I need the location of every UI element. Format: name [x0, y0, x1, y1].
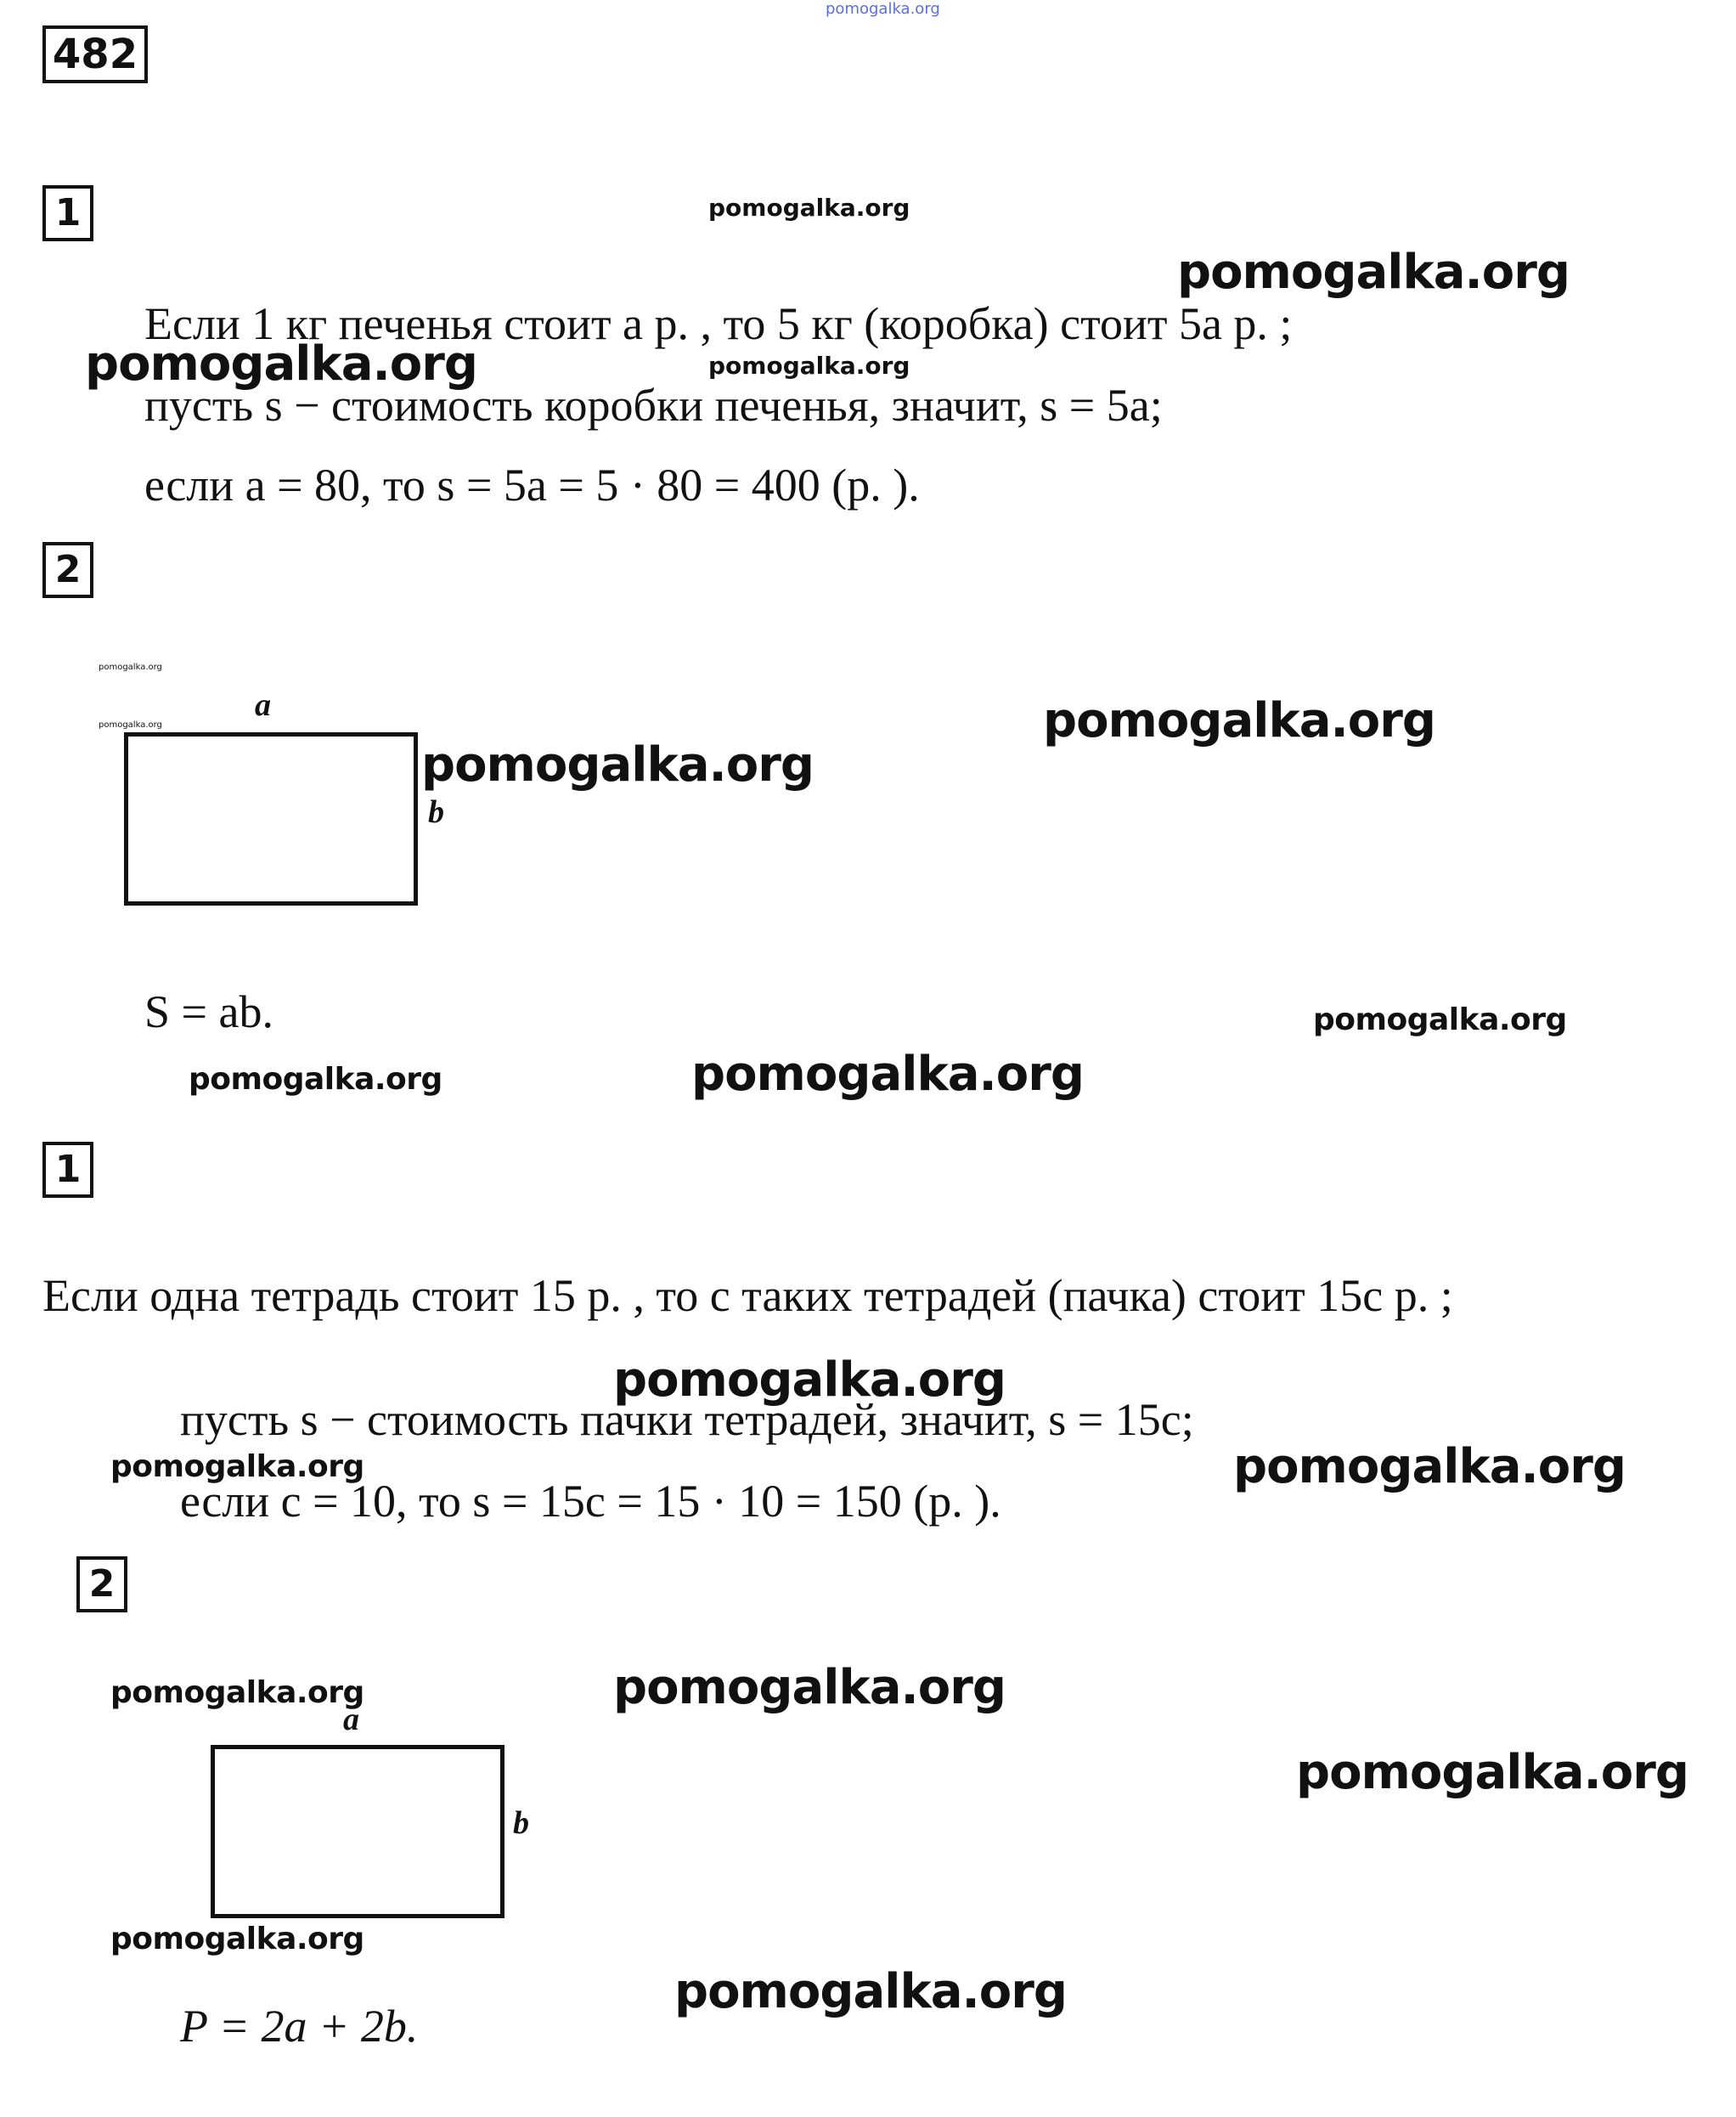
rectangle-side-b-label: b	[513, 1805, 529, 1841]
watermark: pomogalka.org	[110, 1449, 364, 1484]
watermark: pomogalka.org	[708, 194, 910, 222]
watermark: pomogalka.org	[1313, 1002, 1567, 1037]
watermark: pomogalka.org	[99, 663, 162, 672]
watermark: pomogalka.org	[85, 336, 477, 392]
solution-line: если a = 80, то s = 5a = 5 · 80 = 400 (р. ).	[144, 460, 920, 511]
solution-line: Если одна тетрадь стоит 15 р. , то c таких тетрадей (пачка) стоит 15c р. ;	[42, 1270, 1453, 1321]
watermark: pomogalka.org	[708, 352, 910, 380]
watermark: pomogalka.org	[613, 1660, 1006, 1715]
watermark: pomogalka.org	[613, 1352, 1006, 1408]
subtask-label-2: 2	[42, 542, 93, 598]
problem-number: 482	[42, 25, 148, 83]
watermark: pomogalka.org	[1233, 1439, 1626, 1494]
watermark: pomogalka.org	[421, 737, 814, 793]
solution-line: пусть s − стоимость пачки тетрадей, значит, s = 15c;	[180, 1394, 1194, 1445]
watermark: pomogalka.org	[110, 1675, 364, 1710]
rectangle-side-a-label: a	[343, 1702, 359, 1737]
rectangle-side-b-label: b	[428, 794, 444, 830]
watermark: pomogalka.org	[691, 1047, 1084, 1102]
rectangle-side-a-label: a	[255, 687, 271, 723]
area-formula: S = ab.	[144, 986, 273, 1037]
solution-line: Если 1 кг печенья стоит a р. , то 5 кг (коробка) стоит 5a р. ;	[144, 298, 1293, 349]
rectangle-figure	[124, 732, 418, 906]
perimeter-formula: P = 2a + 2b.	[180, 2001, 419, 2052]
watermark: pomogalka.org	[189, 1062, 442, 1097]
watermark: pomogalka.org	[1043, 693, 1435, 748]
subtask-label-1: 1	[42, 1142, 93, 1198]
subtask-label-2: 2	[76, 1556, 127, 1612]
subtask-label-1: 1	[42, 185, 93, 241]
watermark: pomogalka.org	[1296, 1745, 1688, 1800]
watermark: pomogalka.org	[674, 1964, 1067, 2019]
rectangle-figure	[211, 1745, 504, 1918]
watermark: pomogalka.org	[1177, 245, 1570, 300]
solution-line: пусть s − стоимость коробки печенья, значит, s = 5a;	[144, 380, 1163, 431]
watermark: pomogalka.org	[99, 720, 162, 730]
watermark-top: pomogalka.org	[826, 0, 940, 18]
watermark: pomogalka.org	[110, 1922, 364, 1956]
solution-line: если c = 10, то s = 15c = 15 · 10 = 150 (р. ).	[180, 1476, 1001, 1527]
